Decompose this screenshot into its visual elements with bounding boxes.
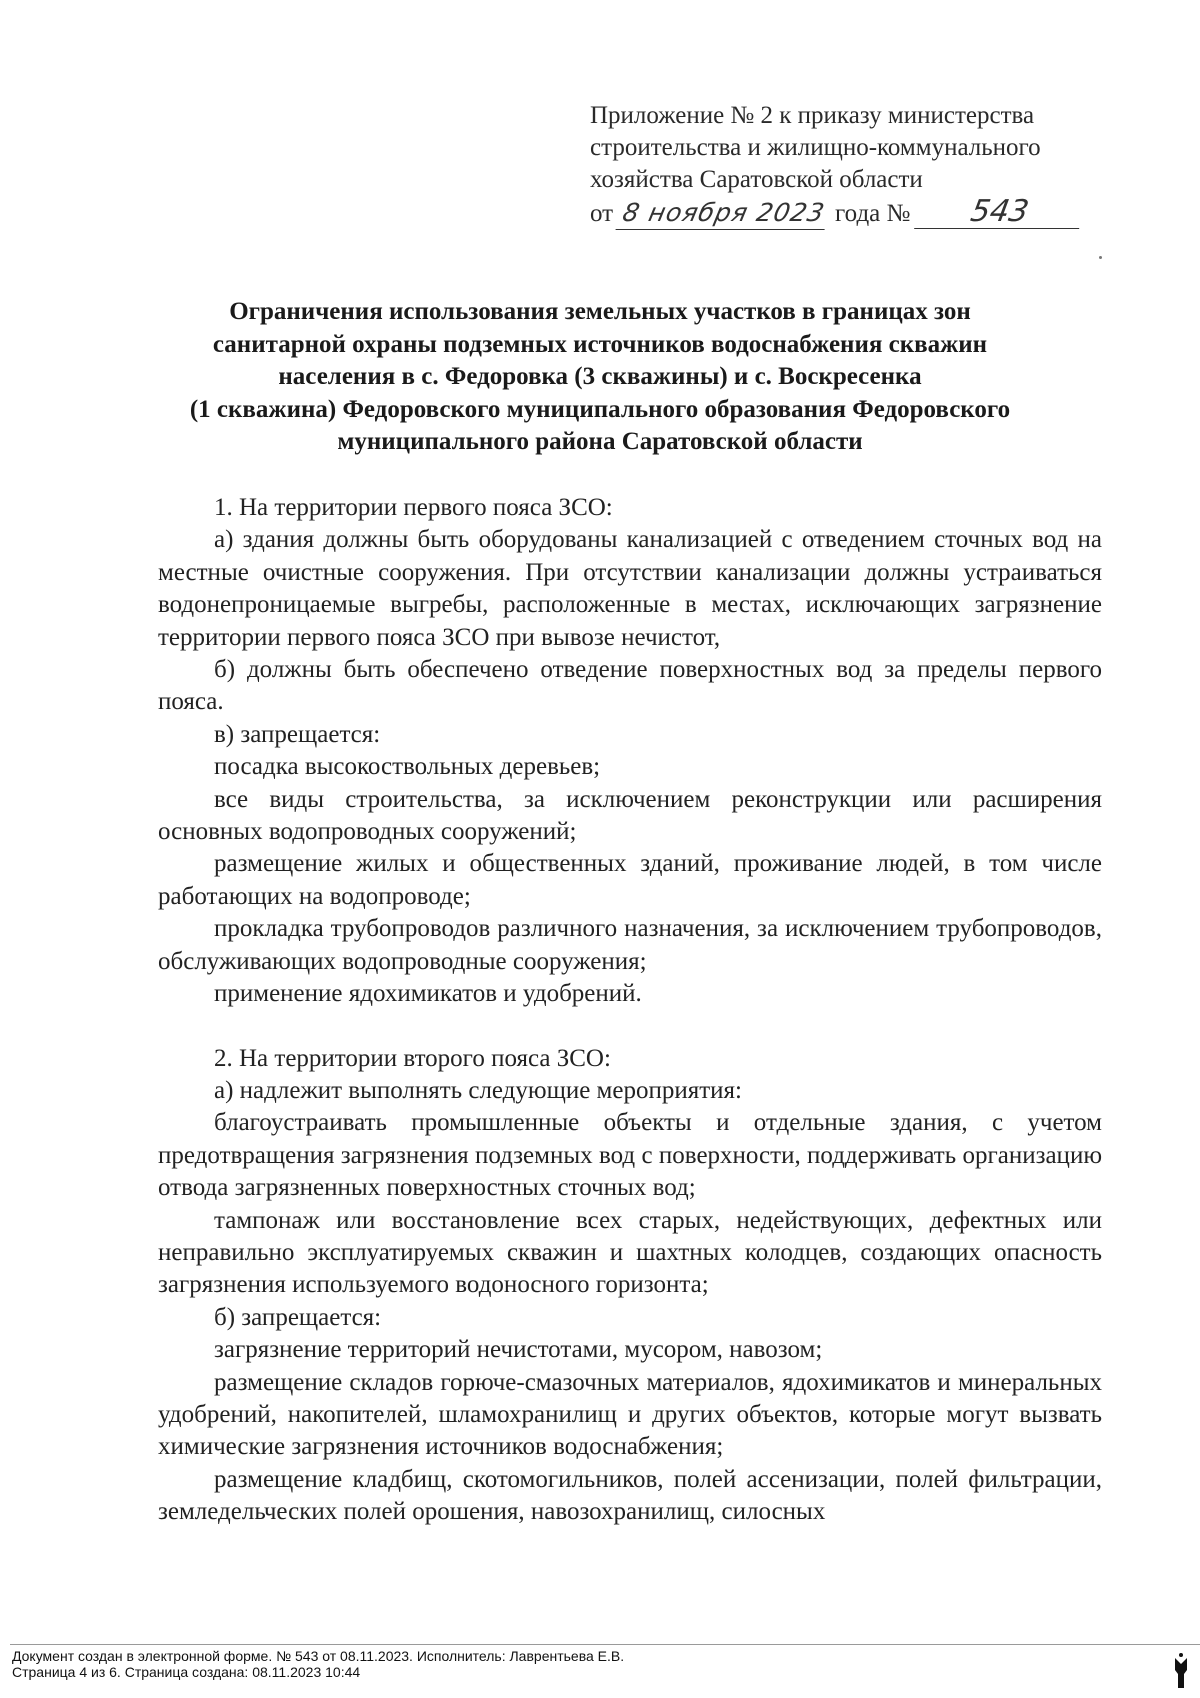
title-line-4: (1 скважина) Федоровского муниципального образования Федоровского <box>189 395 1011 423</box>
footer-line-2: Страница 4 из 6. Страница создана: 08.11.2023 10:44 <box>12 1664 361 1680</box>
handwritten-date: 8 ноября 2023 <box>616 197 832 230</box>
footer-line-1: Документ создан в электронной форме. № 543 от 08.11.2023. Исполнитель: Лаврентьева Е.В. <box>12 1648 625 1664</box>
section-1-item: применение ядохимикатов и удобрений. <box>214 980 642 1008</box>
section-2-paragraph-a: а) надлежит выполнять следующие мероприятия: <box>214 1076 742 1104</box>
section-1-item: посадка высокоствольных деревьев; <box>214 753 601 781</box>
order-year-label: года № <box>835 200 911 227</box>
section-2-heading: 2. На территории второго пояса ЗСО: <box>214 1044 611 1072</box>
appendix-line-1: Приложение № 2 к приказу министерства <box>590 102 1035 129</box>
section-2-item-a: тампонаж или восстановление всех старых, недействующих, дефектных или неправильно эксплуатируемых скважин и шахтных колодцев, создающих опасность загрязнения используемого водоносного горизонта; <box>158 1206 1102 1299</box>
section-1-heading: 1. На территории первого пояса ЗСО: <box>214 494 613 521</box>
order-date-number-line <box>590 196 1110 236</box>
coat-of-arms-icon <box>1172 1650 1190 1690</box>
section-2-item-b: загрязнение территорий нечистотами, мусором, навозом; <box>214 1336 823 1364</box>
title-line-3: населения в с. Федоровка (3 скважины) и с. Воскресенка <box>278 363 922 390</box>
section-1-paragraph-a: а) здания должны быть оборудованы канализацией с отведением сточных вод на местные очистные сооружения. При отсутствии канализации должны устраиваться водонепроницаемые выгребы, расположенные в местах, исключающих загрязнение территории первого пояса ЗСО при вывозе нечистот, <box>158 526 1102 651</box>
title-line-2: санитарной охраны подземных источников водоснабжения скважин <box>212 330 988 358</box>
document-title <box>130 296 1070 459</box>
section-2-item-b: размещение складов горюче-смазочных материалов, ядохимикатов и минеральных удобрений, накопителей, шламохранилищ и других объектов, которые могут вызвать химические загрязнения источников водоснабжения; <box>158 1368 1102 1461</box>
section-1-item: прокладка трубопроводов различного назначения, за исключением трубопроводов, обслуживающих водопроводные сооружения; <box>158 915 1102 975</box>
title-line-1: Ограничения использования земельных участков в границах зон <box>229 298 971 325</box>
section-2-paragraph-b: б) запрещается: <box>214 1303 382 1331</box>
section-spacer <box>158 1011 1102 1043</box>
footer-divider <box>10 1644 1200 1645</box>
order-from-label: от <box>590 200 614 227</box>
section-1-paragraph-c: в) запрещается: <box>214 720 381 748</box>
handwritten-order-number: 543 <box>914 196 1085 229</box>
document-footer <box>12 1648 1112 1680</box>
appendix-line-2: строительства и жилищно-коммунального <box>590 134 1041 161</box>
appendix-line-3: хозяйства Саратовской области <box>590 166 923 193</box>
title-line-5: муниципального района Саратовской области <box>337 428 863 455</box>
section-1-item: все виды строительства, за исключением реконструкции или расширения основных водопроводных сооружений; <box>158 785 1102 846</box>
section-2-item-a: благоустраивать промышленные объекты и отдельные здания, с учетом предотвращения загрязнения подземных вод с поверхности, поддерживать организацию отвода загрязненных поверхностных сточных вод; <box>158 1109 1102 1202</box>
appendix-reference <box>590 100 1110 236</box>
section-1-item: размещение жилых и общественных зданий, проживание людей, в том числе работающих на водопроводе; <box>158 850 1102 910</box>
document-body <box>158 492 1102 1529</box>
scan-dot <box>1099 256 1102 259</box>
section-2-item-b: размещение кладбищ, скотомогильников, полей ассенизации, полей фильтрации, земледельческих полей орошения, навозохранилищ, силосных <box>158 1465 1102 1526</box>
section-1-paragraph-b: б) должны быть обеспечено отведение поверхностных вод за пределы первого пояса. <box>158 656 1102 716</box>
